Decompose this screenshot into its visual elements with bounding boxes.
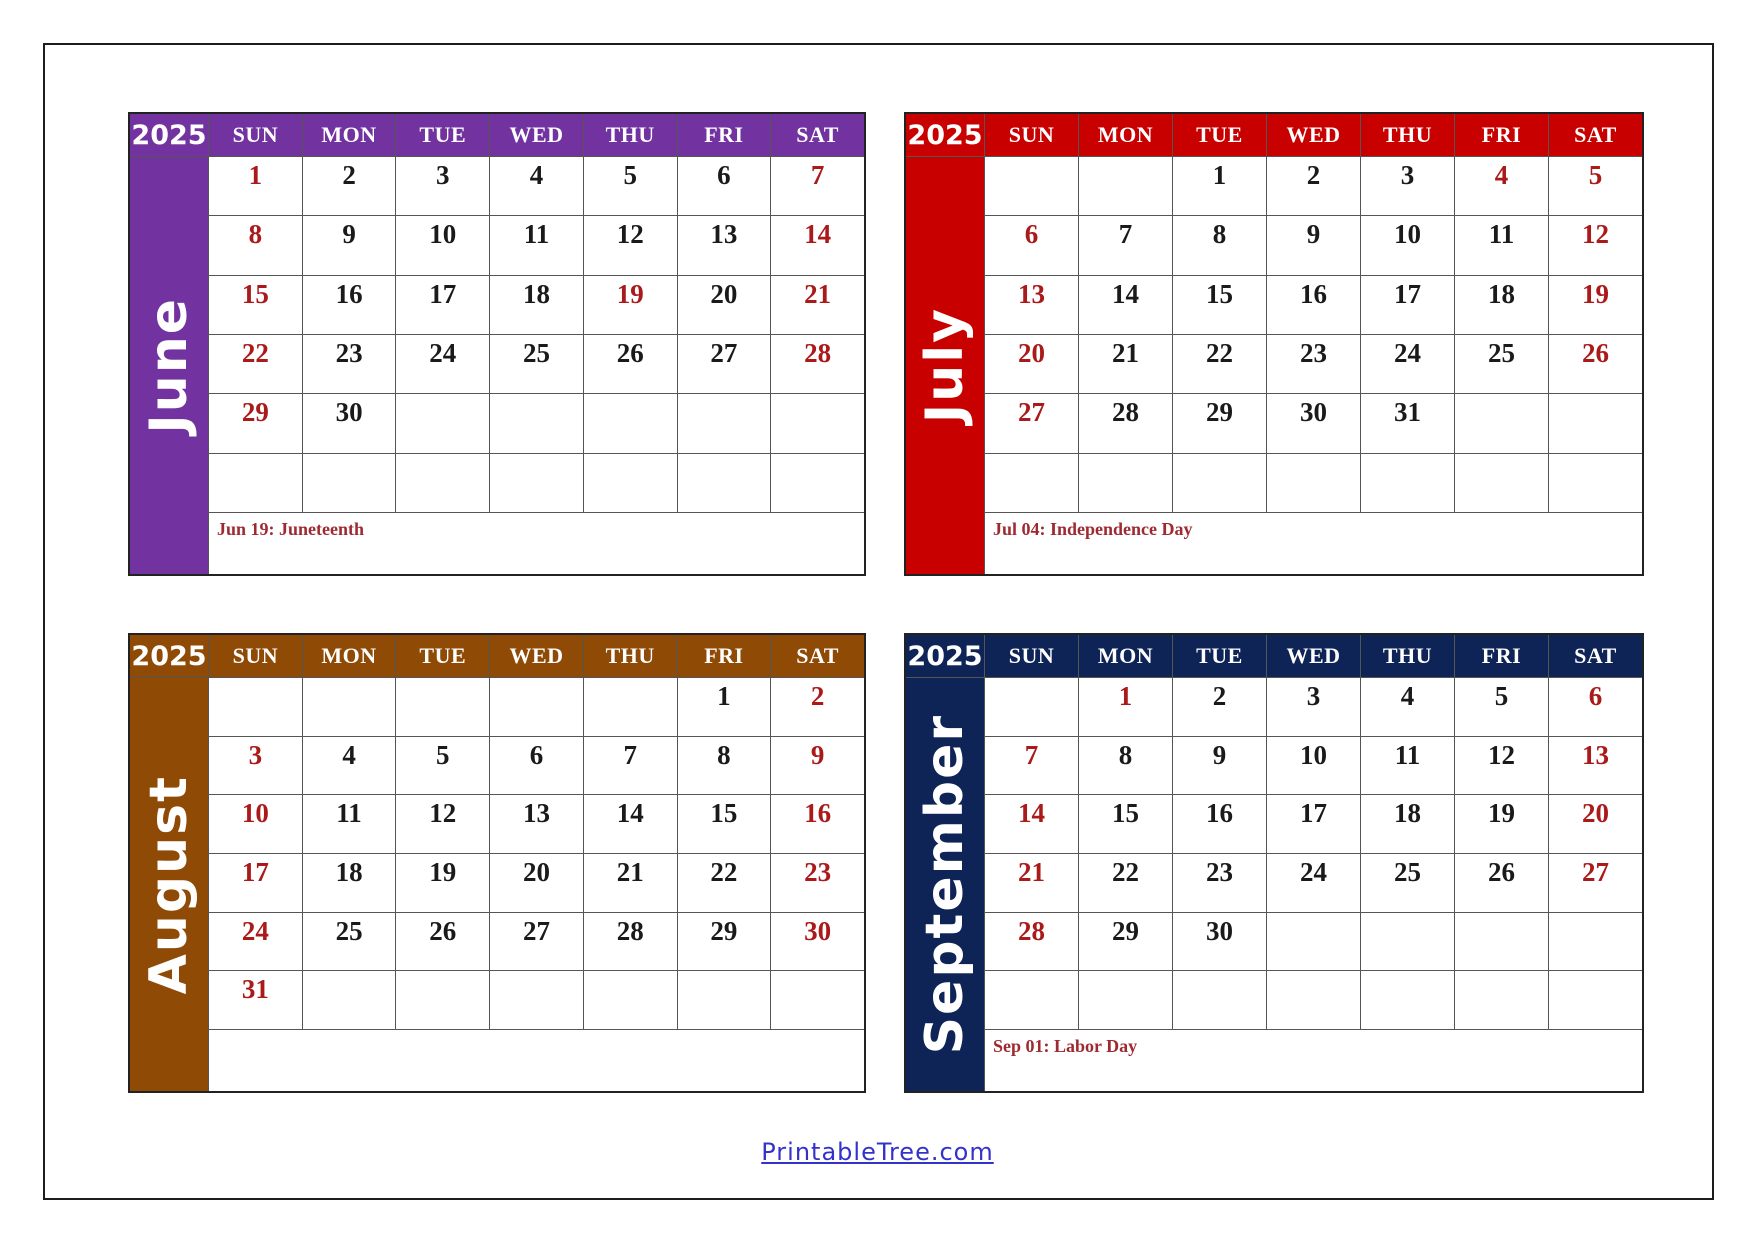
- date-cell-september-2: 2: [1173, 678, 1266, 736]
- date-cell-september-18: 18: [1361, 795, 1454, 853]
- date-cell-empty: [985, 971, 1078, 1029]
- date-cell-august-7: 7: [584, 737, 677, 795]
- date-cell-august-21: 21: [584, 854, 677, 912]
- date-cell-july-15: 15: [1173, 276, 1266, 334]
- month-sidebar: [130, 678, 208, 1091]
- date-cell-empty: [1267, 913, 1360, 971]
- date-cell-empty: [1455, 971, 1548, 1029]
- date-cell-september-22: 22: [1079, 854, 1172, 912]
- day-header-sun: SUN: [209, 114, 302, 156]
- day-header-wed: WED: [490, 114, 583, 156]
- date-grid: [985, 157, 1642, 512]
- date-cell-july-8: 8: [1173, 216, 1266, 274]
- date-cell-august-29: 29: [678, 913, 771, 971]
- date-cell-empty: [1361, 913, 1454, 971]
- date-cell-september-13: 13: [1549, 737, 1642, 795]
- day-header-thu: THU: [1361, 635, 1454, 677]
- date-cell-september-11: 11: [1361, 737, 1454, 795]
- date-cell-empty: [1361, 454, 1454, 512]
- date-cell-empty: [1173, 454, 1266, 512]
- date-cell-empty: [490, 454, 583, 512]
- date-cell-june-8: 8: [209, 216, 302, 274]
- date-cell-july-22: 22: [1173, 335, 1266, 393]
- calendar-july: [904, 112, 1644, 576]
- day-header-sun: SUN: [985, 635, 1078, 677]
- date-cell-empty: [1549, 394, 1642, 452]
- month-name: September: [915, 714, 975, 1055]
- date-cell-july-30: 30: [1267, 394, 1360, 452]
- day-header-mon: MON: [1079, 114, 1172, 156]
- date-cell-september-10: 10: [1267, 737, 1360, 795]
- date-cell-august-13: 13: [490, 795, 583, 853]
- date-cell-july-24: 24: [1361, 335, 1454, 393]
- date-cell-empty: [303, 454, 396, 512]
- date-cell-august-31: 31: [209, 971, 302, 1029]
- day-header-wed: WED: [490, 635, 583, 677]
- date-cell-july-31: 31: [1361, 394, 1454, 452]
- date-cell-june-2: 2: [303, 157, 396, 215]
- day-header-fri: FRI: [1455, 114, 1548, 156]
- date-cell-august-23: 23: [771, 854, 864, 912]
- month-sidebar: [906, 157, 984, 574]
- date-cell-september-21: 21: [985, 854, 1078, 912]
- date-cell-empty: [1267, 971, 1360, 1029]
- date-cell-june-13: 13: [678, 216, 771, 274]
- date-cell-june-15: 15: [209, 276, 302, 334]
- date-cell-july-11: 11: [1455, 216, 1548, 274]
- day-header-thu: THU: [584, 114, 677, 156]
- date-cell-september-20: 20: [1549, 795, 1642, 853]
- calendar-june: [128, 112, 866, 576]
- day-header-thu: THU: [584, 635, 677, 677]
- date-cell-september-25: 25: [1361, 854, 1454, 912]
- day-header-row: [985, 114, 1642, 156]
- date-cell-august-15: 15: [678, 795, 771, 853]
- date-cell-august-22: 22: [678, 854, 771, 912]
- date-cell-august-25: 25: [303, 913, 396, 971]
- year-label: 2025: [130, 114, 208, 156]
- date-cell-july-28: 28: [1079, 394, 1172, 452]
- date-cell-empty: [303, 971, 396, 1029]
- date-cell-empty: [490, 678, 583, 736]
- date-cell-june-28: 28: [771, 335, 864, 393]
- date-cell-empty: [771, 454, 864, 512]
- date-cell-june-27: 27: [678, 335, 771, 393]
- date-cell-july-18: 18: [1455, 276, 1548, 334]
- date-cell-empty: [396, 394, 489, 452]
- date-cell-june-5: 5: [584, 157, 677, 215]
- footer-link[interactable]: PrintableTree.com: [761, 1138, 994, 1166]
- day-header-thu: THU: [1361, 114, 1454, 156]
- date-cell-july-14: 14: [1079, 276, 1172, 334]
- date-cell-empty: [1079, 454, 1172, 512]
- date-cell-june-23: 23: [303, 335, 396, 393]
- day-header-mon: MON: [1079, 635, 1172, 677]
- day-header-row: [209, 635, 864, 677]
- date-cell-august-6: 6: [490, 737, 583, 795]
- date-cell-july-19: 19: [1549, 276, 1642, 334]
- calendar-september: [904, 633, 1644, 1093]
- date-cell-july-3: 3: [1361, 157, 1454, 215]
- date-cell-august-12: 12: [396, 795, 489, 853]
- date-cell-empty: [985, 454, 1078, 512]
- date-cell-empty: [771, 394, 864, 452]
- date-cell-september-12: 12: [1455, 737, 1548, 795]
- date-cell-july-26: 26: [1549, 335, 1642, 393]
- date-cell-empty: [678, 454, 771, 512]
- date-cell-empty: [1267, 454, 1360, 512]
- day-header-sat: SAT: [1549, 635, 1642, 677]
- date-cell-june-1: 1: [209, 157, 302, 215]
- calendar-august: [128, 633, 866, 1093]
- day-header-sat: SAT: [771, 635, 864, 677]
- date-cell-july-4: 4: [1455, 157, 1548, 215]
- date-cell-june-24: 24: [396, 335, 489, 393]
- day-header-tue: TUE: [396, 114, 489, 156]
- date-cell-september-19: 19: [1455, 795, 1548, 853]
- day-header-sun: SUN: [985, 114, 1078, 156]
- date-cell-august-1: 1: [678, 678, 771, 736]
- date-cell-july-2: 2: [1267, 157, 1360, 215]
- year-label: 2025: [130, 635, 208, 677]
- date-cell-empty: [303, 678, 396, 736]
- day-header-wed: WED: [1267, 114, 1360, 156]
- date-cell-empty: [985, 157, 1078, 215]
- month-sidebar: [906, 678, 984, 1091]
- date-cell-july-9: 9: [1267, 216, 1360, 274]
- date-cell-september-3: 3: [1267, 678, 1360, 736]
- date-cell-august-3: 3: [209, 737, 302, 795]
- date-cell-september-24: 24: [1267, 854, 1360, 912]
- month-name: August: [139, 774, 199, 995]
- date-cell-september-6: 6: [1549, 678, 1642, 736]
- date-cell-empty: [584, 678, 677, 736]
- date-cell-july-7: 7: [1079, 216, 1172, 274]
- date-cell-empty: [1173, 971, 1266, 1029]
- date-cell-august-5: 5: [396, 737, 489, 795]
- date-cell-july-13: 13: [985, 276, 1078, 334]
- date-cell-august-16: 16: [771, 795, 864, 853]
- date-cell-july-1: 1: [1173, 157, 1266, 215]
- holiday-note: [209, 1030, 864, 1091]
- date-cell-june-20: 20: [678, 276, 771, 334]
- date-cell-june-18: 18: [490, 276, 583, 334]
- date-grid: [209, 678, 864, 1029]
- date-cell-empty: [584, 394, 677, 452]
- date-cell-empty: [1549, 971, 1642, 1029]
- date-cell-september-7: 7: [985, 737, 1078, 795]
- date-cell-september-27: 27: [1549, 854, 1642, 912]
- date-cell-september-4: 4: [1361, 678, 1454, 736]
- day-header-tue: TUE: [1173, 635, 1266, 677]
- date-cell-empty: [1361, 971, 1454, 1029]
- date-cell-august-20: 20: [490, 854, 583, 912]
- date-cell-august-28: 28: [584, 913, 677, 971]
- date-cell-empty: [1455, 394, 1548, 452]
- date-cell-august-19: 19: [396, 854, 489, 912]
- date-cell-empty: [1079, 157, 1172, 215]
- date-cell-empty: [209, 454, 302, 512]
- date-cell-empty: [1549, 913, 1642, 971]
- date-cell-empty: [490, 971, 583, 1029]
- date-cell-august-30: 30: [771, 913, 864, 971]
- date-cell-empty: [678, 394, 771, 452]
- date-cell-empty: [396, 678, 489, 736]
- date-cell-september-23: 23: [1173, 854, 1266, 912]
- date-cell-june-19: 19: [584, 276, 677, 334]
- footer: [0, 1138, 1755, 1166]
- date-cell-june-26: 26: [584, 335, 677, 393]
- date-cell-july-21: 21: [1079, 335, 1172, 393]
- date-cell-july-20: 20: [985, 335, 1078, 393]
- date-cell-june-21: 21: [771, 276, 864, 334]
- date-cell-september-17: 17: [1267, 795, 1360, 853]
- date-cell-july-16: 16: [1267, 276, 1360, 334]
- date-cell-june-25: 25: [490, 335, 583, 393]
- date-cell-july-29: 29: [1173, 394, 1266, 452]
- date-cell-june-9: 9: [303, 216, 396, 274]
- year-label: 2025: [906, 114, 984, 156]
- date-cell-june-14: 14: [771, 216, 864, 274]
- date-cell-september-28: 28: [985, 913, 1078, 971]
- date-cell-june-10: 10: [396, 216, 489, 274]
- date-cell-july-17: 17: [1361, 276, 1454, 334]
- date-cell-august-11: 11: [303, 795, 396, 853]
- date-cell-august-2: 2: [771, 678, 864, 736]
- holiday-note: Sep 01: Labor Day: [985, 1030, 1642, 1091]
- date-cell-june-4: 4: [490, 157, 583, 215]
- day-header-fri: FRI: [678, 635, 771, 677]
- date-cell-empty: [771, 971, 864, 1029]
- date-cell-august-10: 10: [209, 795, 302, 853]
- date-cell-august-8: 8: [678, 737, 771, 795]
- date-cell-august-17: 17: [209, 854, 302, 912]
- date-cell-empty: [1079, 971, 1172, 1029]
- day-header-wed: WED: [1267, 635, 1360, 677]
- date-cell-june-7: 7: [771, 157, 864, 215]
- date-cell-june-29: 29: [209, 394, 302, 452]
- date-cell-august-4: 4: [303, 737, 396, 795]
- day-header-sat: SAT: [1549, 114, 1642, 156]
- date-grid: [209, 157, 864, 512]
- date-cell-september-29: 29: [1079, 913, 1172, 971]
- date-cell-july-25: 25: [1455, 335, 1548, 393]
- date-cell-empty: [396, 971, 489, 1029]
- date-cell-september-16: 16: [1173, 795, 1266, 853]
- date-cell-august-9: 9: [771, 737, 864, 795]
- date-cell-empty: [1455, 913, 1548, 971]
- day-header-sun: SUN: [209, 635, 302, 677]
- date-cell-september-1: 1: [1079, 678, 1172, 736]
- date-cell-june-12: 12: [584, 216, 677, 274]
- date-cell-july-27: 27: [985, 394, 1078, 452]
- year-label: 2025: [906, 635, 984, 677]
- date-cell-empty: [396, 454, 489, 512]
- date-cell-september-9: 9: [1173, 737, 1266, 795]
- day-header-row: [209, 114, 864, 156]
- date-cell-july-10: 10: [1361, 216, 1454, 274]
- date-cell-august-27: 27: [490, 913, 583, 971]
- date-cell-august-14: 14: [584, 795, 677, 853]
- date-cell-empty: [1455, 454, 1548, 512]
- day-header-fri: FRI: [678, 114, 771, 156]
- date-cell-september-5: 5: [1455, 678, 1548, 736]
- date-cell-september-14: 14: [985, 795, 1078, 853]
- date-cell-august-18: 18: [303, 854, 396, 912]
- date-cell-september-30: 30: [1173, 913, 1266, 971]
- month-name: July: [915, 307, 975, 424]
- day-header-tue: TUE: [1173, 114, 1266, 156]
- date-cell-august-26: 26: [396, 913, 489, 971]
- date-cell-september-26: 26: [1455, 854, 1548, 912]
- date-cell-june-30: 30: [303, 394, 396, 452]
- date-cell-empty: [1549, 454, 1642, 512]
- date-cell-empty: [209, 678, 302, 736]
- date-cell-empty: [584, 971, 677, 1029]
- month-name: June: [139, 297, 199, 434]
- date-cell-july-12: 12: [1549, 216, 1642, 274]
- date-cell-empty: [985, 678, 1078, 736]
- date-grid: [985, 678, 1642, 1029]
- date-cell-august-24: 24: [209, 913, 302, 971]
- month-sidebar: [130, 157, 208, 574]
- date-cell-empty: [678, 971, 771, 1029]
- day-header-mon: MON: [303, 114, 396, 156]
- date-cell-september-15: 15: [1079, 795, 1172, 853]
- date-cell-june-16: 16: [303, 276, 396, 334]
- day-header-row: [985, 635, 1642, 677]
- date-cell-september-8: 8: [1079, 737, 1172, 795]
- date-cell-june-6: 6: [678, 157, 771, 215]
- date-cell-june-3: 3: [396, 157, 489, 215]
- day-header-tue: TUE: [396, 635, 489, 677]
- day-header-sat: SAT: [771, 114, 864, 156]
- date-cell-july-5: 5: [1549, 157, 1642, 215]
- date-cell-june-17: 17: [396, 276, 489, 334]
- holiday-note: Jun 19: Juneteenth: [209, 513, 864, 574]
- date-cell-empty: [490, 394, 583, 452]
- day-header-fri: FRI: [1455, 635, 1548, 677]
- date-cell-june-22: 22: [209, 335, 302, 393]
- date-cell-july-23: 23: [1267, 335, 1360, 393]
- day-header-mon: MON: [303, 635, 396, 677]
- date-cell-empty: [584, 454, 677, 512]
- holiday-note: Jul 04: Independence Day: [985, 513, 1642, 574]
- date-cell-june-11: 11: [490, 216, 583, 274]
- date-cell-july-6: 6: [985, 216, 1078, 274]
